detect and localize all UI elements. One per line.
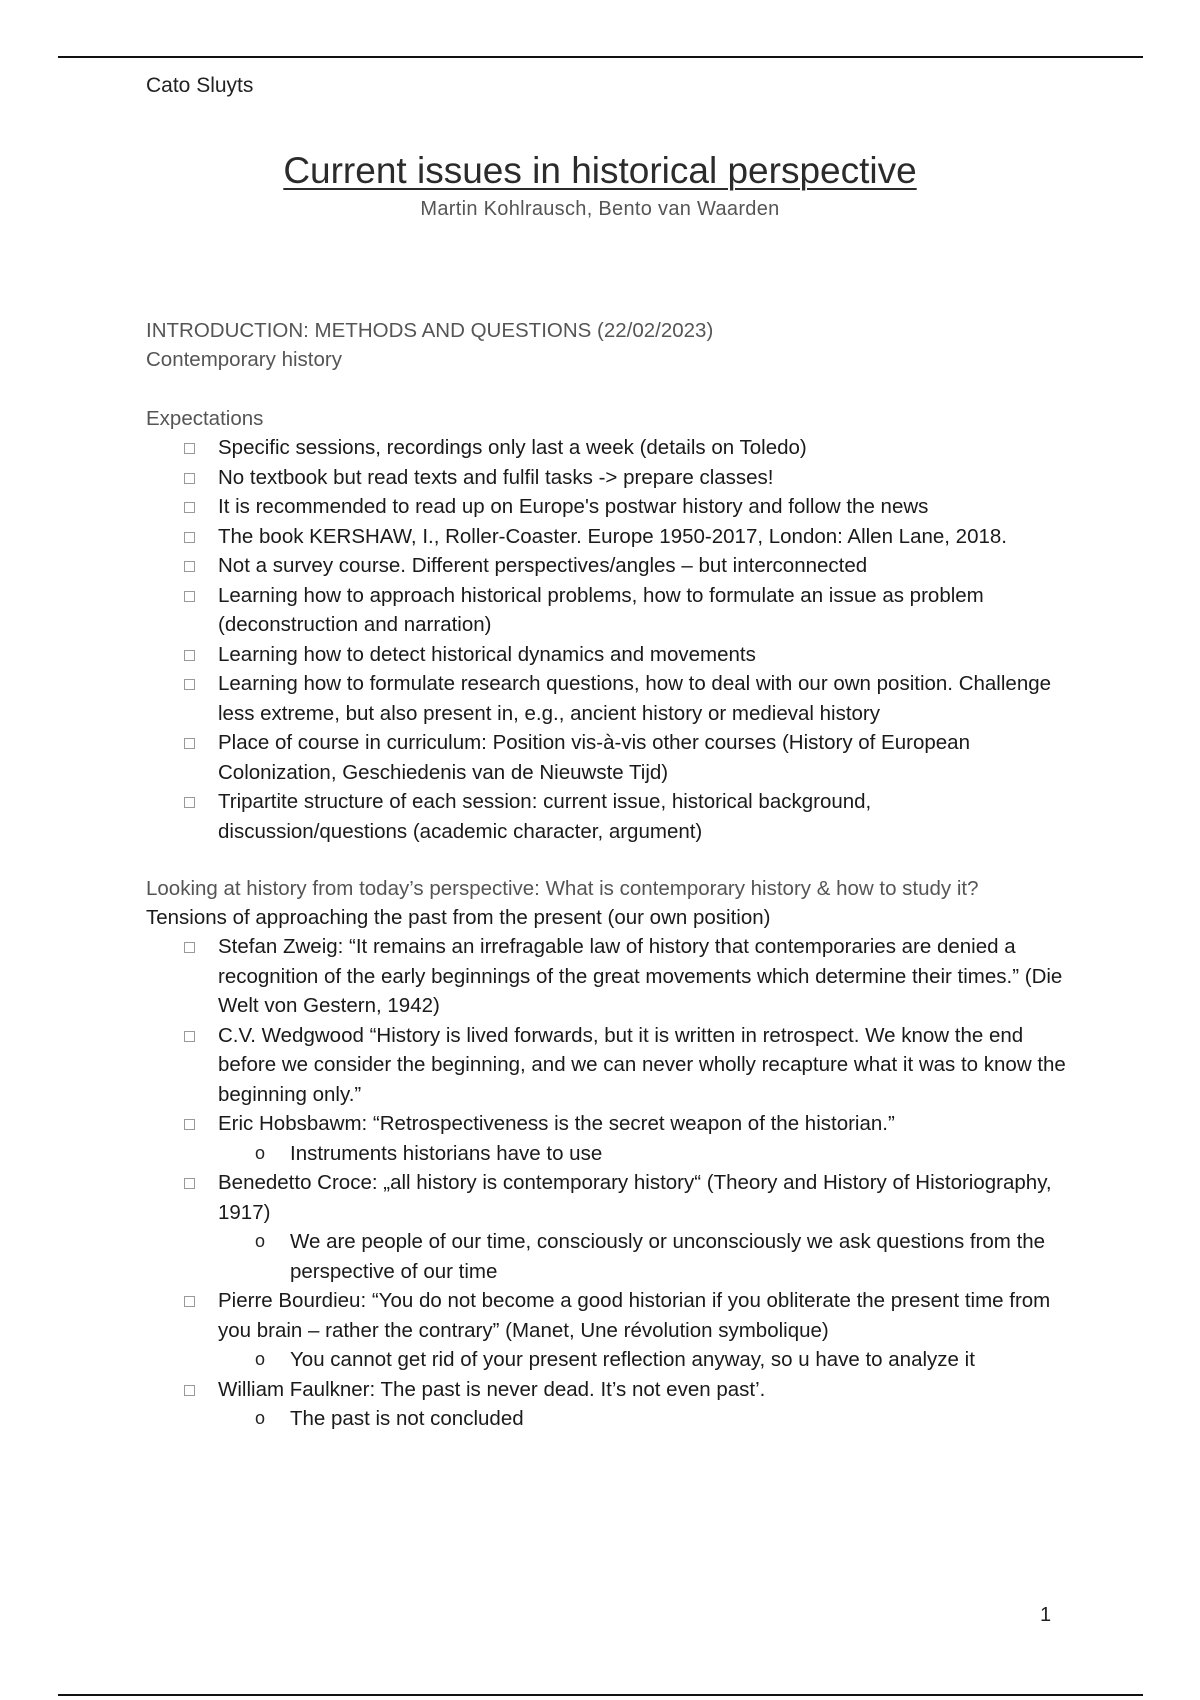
checkbox-bullet-icon: [184, 473, 195, 484]
section-heading: INTRODUCTION: METHODS AND QUESTIONS (22/02/2023): [146, 319, 714, 342]
checkbox-bullet-icon: [184, 797, 195, 808]
sub-list-text: You cannot get rid of your present reflection anyway, so u have to analyze it: [290, 1348, 975, 1371]
list-item: [146, 551, 1066, 581]
list-item-text: It is recommended to read up on Europe's postwar history and follow the news: [218, 495, 929, 518]
author-name: Cato Sluyts: [146, 74, 254, 97]
list-item-text: No textbook but read texts and fulfil tasks -> prepare classes!: [218, 465, 774, 489]
checkbox-bullet-icon: [184, 1296, 195, 1307]
quote-item: [146, 1168, 1066, 1286]
quote-text: Eric Hobsbawm: “Retrospectiveness is the secret weapon of the historian.”: [218, 1112, 895, 1135]
list-item-text: Learning how to approach historical problems, how to formulate an issue as problem (deconstruction and narration): [218, 583, 984, 636]
list-item-text: The book KERSHAW, I., Roller-Coaster. Europe 1950-2017, London: Allen Lane, 2018.: [218, 524, 1007, 548]
section-subheading: Contemporary history: [146, 348, 342, 371]
top-rule: [58, 56, 1143, 58]
list-item-text: Learning how to detect historical dynamics and movements: [218, 642, 756, 666]
sub-list-item: [218, 1227, 1066, 1286]
sub-list-text: Instruments historians have to use: [290, 1141, 603, 1165]
sub-list-item: [218, 1404, 1066, 1434]
bottom-rule: [58, 1694, 1143, 1696]
page-number: 1: [1040, 1604, 1052, 1626]
circle-bullet-icon: o: [255, 1142, 266, 1163]
expectations-label: Expectations: [146, 407, 264, 430]
checkbox-bullet-icon: [184, 502, 195, 513]
circle-bullet-icon: o: [255, 1349, 266, 1369]
list-item: [146, 522, 1066, 552]
checkbox-bullet-icon: [184, 738, 195, 749]
list-item: [146, 728, 1066, 787]
list-item: [146, 787, 1066, 846]
quote-item: [146, 1286, 1066, 1375]
sub-list: [218, 1227, 1066, 1286]
list-item: [146, 463, 1066, 493]
list-item: [146, 581, 1066, 640]
list-item: [146, 492, 1066, 522]
checkbox-bullet-icon: [184, 1031, 195, 1042]
checkbox-bullet-icon: [184, 1178, 195, 1189]
quote-item: [146, 1109, 1066, 1168]
list-item-text: Tripartite structure of each session: current issue, historical background, discussion/questions (academic character, argument): [218, 790, 872, 843]
lecturers: Martin Kohlrausch, Bento van Waarden: [420, 198, 780, 220]
checkbox-bullet-icon: [184, 942, 195, 953]
checkbox-bullet-icon: [184, 591, 195, 602]
quote-item: [146, 1021, 1066, 1110]
checkbox-bullet-icon: [184, 1119, 195, 1130]
section2-heading: Looking at history from today’s perspective: What is contemporary history & how to study it?: [146, 877, 979, 900]
title-block: [0, 150, 1200, 221]
document-body: [146, 316, 1066, 1434]
document-title: Current issues in historical perspective: [283, 150, 917, 191]
list-item: [146, 640, 1066, 670]
quote-item: [146, 1375, 1066, 1434]
sub-list-text: The past is not concluded: [290, 1407, 524, 1430]
checkbox-bullet-icon: [184, 1385, 195, 1396]
checkbox-bullet-icon: [184, 679, 195, 690]
quote-text: Pierre Bourdieu: “You do not become a good historian if you obliterate the present time from you brain – rather the contrary” (Manet, Une révolution symbolique): [218, 1289, 1051, 1342]
circle-bullet-icon: o: [255, 1408, 266, 1428]
checkbox-bullet-icon: [184, 532, 195, 543]
sub-list-text: We are people of our time, consciously or unconsciously we ask questions from the perspective of our time: [290, 1230, 1046, 1283]
checkbox-bullet-icon: [184, 561, 195, 572]
list-item-text: Place of course in curriculum: Position vis-à-vis other courses (History of European Colonization, Geschiedenis van de Nieuwste Tijd): [218, 731, 970, 784]
sub-list: [218, 1404, 1066, 1434]
circle-bullet-icon: o: [255, 1231, 266, 1251]
sub-list: [218, 1345, 1066, 1375]
checkbox-bullet-icon: [184, 443, 195, 454]
list-item-text: Learning how to formulate research questions, how to deal with our own position. Challenge less extreme, but also present in, e.g., ancient history or medieval history: [218, 672, 1052, 725]
list-item: [146, 433, 1066, 463]
section2-subheading: Tensions of approaching the past from the present (our own position): [146, 906, 771, 929]
quote-text: Stefan Zweig: “It remains an irrefragable law of history that contemporaries are denied a recognition of the early beginnings of the great movements which determine their times.” (Die Welt von Gestern, 1942): [218, 935, 1063, 1017]
sub-list-item: [218, 1139, 1066, 1169]
list-item: [146, 669, 1066, 728]
list-item-text: Not a survey course. Different perspectives/angles – but interconnected: [218, 554, 868, 577]
quote-text: William Faulkner: The past is never dead. It’s not even past’.: [218, 1377, 766, 1401]
checkbox-bullet-icon: [184, 650, 195, 661]
sub-list-item: [218, 1345, 1066, 1375]
quote-text: C.V. Wedgwood “History is lived forwards, but it is written in retrospect. We know the end before we consider the beginning, and we can never wholly recapture what it was to know the beginning only.”: [218, 1023, 1066, 1106]
expectations-list: [146, 433, 1066, 846]
quote-text: Benedetto Croce: „all history is contemporary history“ (Theory and History of Historiography, 1917): [218, 1171, 1052, 1224]
list-item-text: Specific sessions, recordings only last a week (details on Toledo): [218, 436, 807, 459]
sub-list: [218, 1139, 1066, 1169]
quotes-list: [146, 932, 1066, 1434]
quote-item: [146, 932, 1066, 1021]
